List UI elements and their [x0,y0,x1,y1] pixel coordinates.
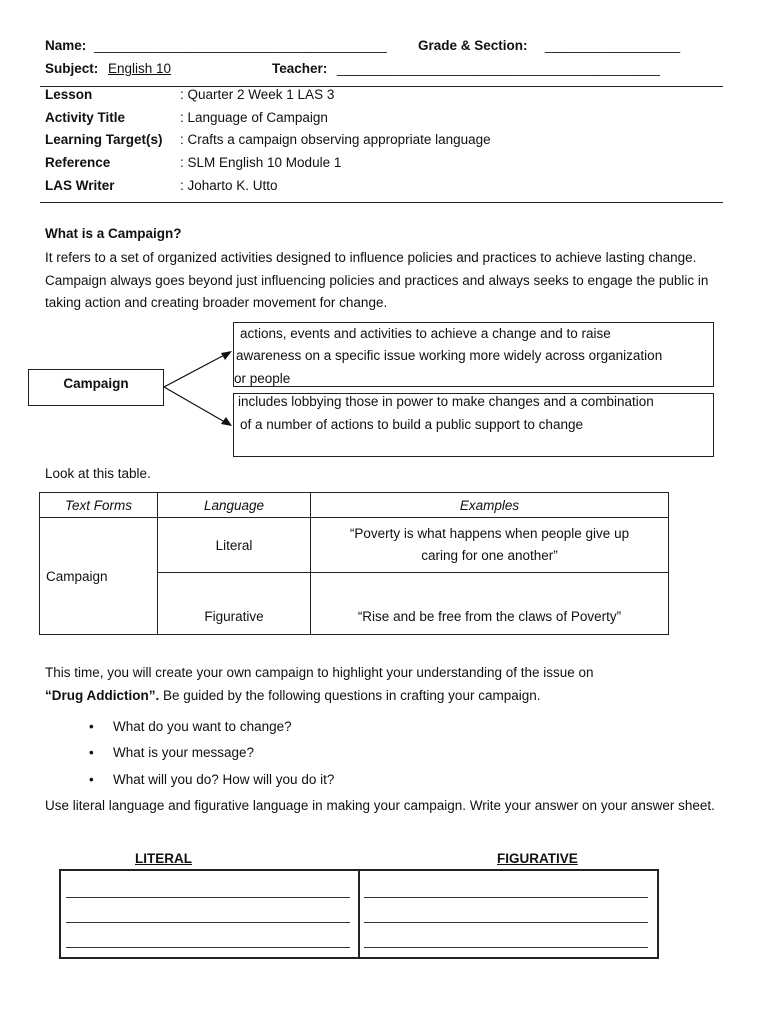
figurative-answer-line[interactable] [364,897,648,898]
subject-value: English 10 [108,61,172,76]
diagram-arrows [160,345,240,430]
diagram-top-line-1: actions, events and activities to achieve a change and to raise [240,326,611,341]
table-cell-text-form: Campaign [40,518,158,635]
teacher-label: Teacher: [272,61,328,76]
table-cell-literal-example [311,518,669,573]
arrow-up-line [164,352,230,387]
teacher-blank[interactable]: ___________________________________________ [337,61,660,76]
literal-example-line-2: caring for one another” [421,548,558,563]
answer-divider [358,871,360,957]
info-value-activity: : Language of Campaign [180,110,328,125]
diagram-center-box [28,369,164,406]
table-cell-figurative: Figurative [158,573,311,635]
table-intro: Look at this table. [45,466,151,481]
info-label-lesson: Lesson [45,87,93,102]
task-instruction: Use literal language and figurative language in making your campaign. Write your answer on your answer sheet. [45,798,715,813]
diagram-top-line-2: awareness on a specific issue working more widely across organization [236,348,663,363]
literal-example-line-1: “Poverty is what happens when people give up [349,525,630,541]
table-cell-literal: Literal [158,518,311,573]
diagram-bottom-line-1: includes lobbying those in power to make changes and a combination [238,394,654,409]
literal-answer-line[interactable] [66,922,350,923]
info-value-lesson: : Quarter 2 Week 1 LAS 3 [180,87,335,102]
info-value-target: : Crafts a campaign observing appropriate language [180,132,491,147]
diagram-top-line-3: or people [234,371,291,386]
task-line-2-rest: Be guided by the following questions in crafting your campaign. [159,688,541,703]
info-label-target: Learning Target(s) [45,132,163,147]
arrow-down-line [164,387,230,425]
grade-section-label: Grade & Section: [418,38,528,53]
info-label-writer: LAS Writer [45,178,115,193]
figurative-answer-line[interactable] [364,947,648,948]
answer-box [59,869,659,959]
language-table [39,492,669,635]
table-header-language: Language [158,493,311,518]
section-title: What is a Campaign? [45,226,182,241]
bullet-icon: • [89,745,94,760]
subject-label: Subject: [45,61,99,76]
figurative-heading: FIGURATIVE [497,851,578,866]
diagram-center-label: Campaign [63,376,129,391]
bullet-icon: • [89,772,94,787]
question-item: What is your message? [113,745,255,760]
literal-answer-line[interactable] [66,897,350,898]
diagram-bottom-line-2: of a number of actions to build a public support to change [240,417,583,432]
arrow-up-head [221,351,232,360]
header-divider [40,86,723,87]
question-item: What do you want to change? [113,719,292,734]
literal-heading: LITERAL [135,851,192,866]
bullet-icon: • [89,719,94,734]
task-line-1: This time, you will create your own campaign to highlight your understanding of the issue on [45,665,594,680]
task-line-2 [45,688,540,703]
table-cell-figurative-example: “Rise and be free from the claws of Poverty” [311,573,669,635]
info-value-reference: : SLM English 10 Module 1 [180,155,342,170]
name-label: Name: [45,38,87,53]
table-header-examples: Examples [311,493,669,518]
question-item: What will you do? How will you do it? [113,772,335,787]
task-topic: “Drug Addiction”. [45,688,160,703]
info-divider [40,202,723,203]
table-header-text-forms: Text Forms [40,493,158,518]
grade-section-blank[interactable]: __________________ [545,38,681,53]
name-blank[interactable]: _______________________________________ [94,38,387,53]
literal-answer-line[interactable] [66,947,350,948]
figurative-answer-line[interactable] [364,922,648,923]
info-label-reference: Reference [45,155,111,170]
info-value-writer: : Joharto K. Utto [180,178,278,193]
info-label-activity: Activity Title [45,110,126,125]
intro-paragraph: It refers to a set of organized activities designed to influence policies and practices to achieve lasting change. Campaign always goes beyond just influencing policies and practices and always seeks to engage the public in taking action and creating broader movement for change. [45,250,709,310]
arrow-down-head [221,417,232,426]
